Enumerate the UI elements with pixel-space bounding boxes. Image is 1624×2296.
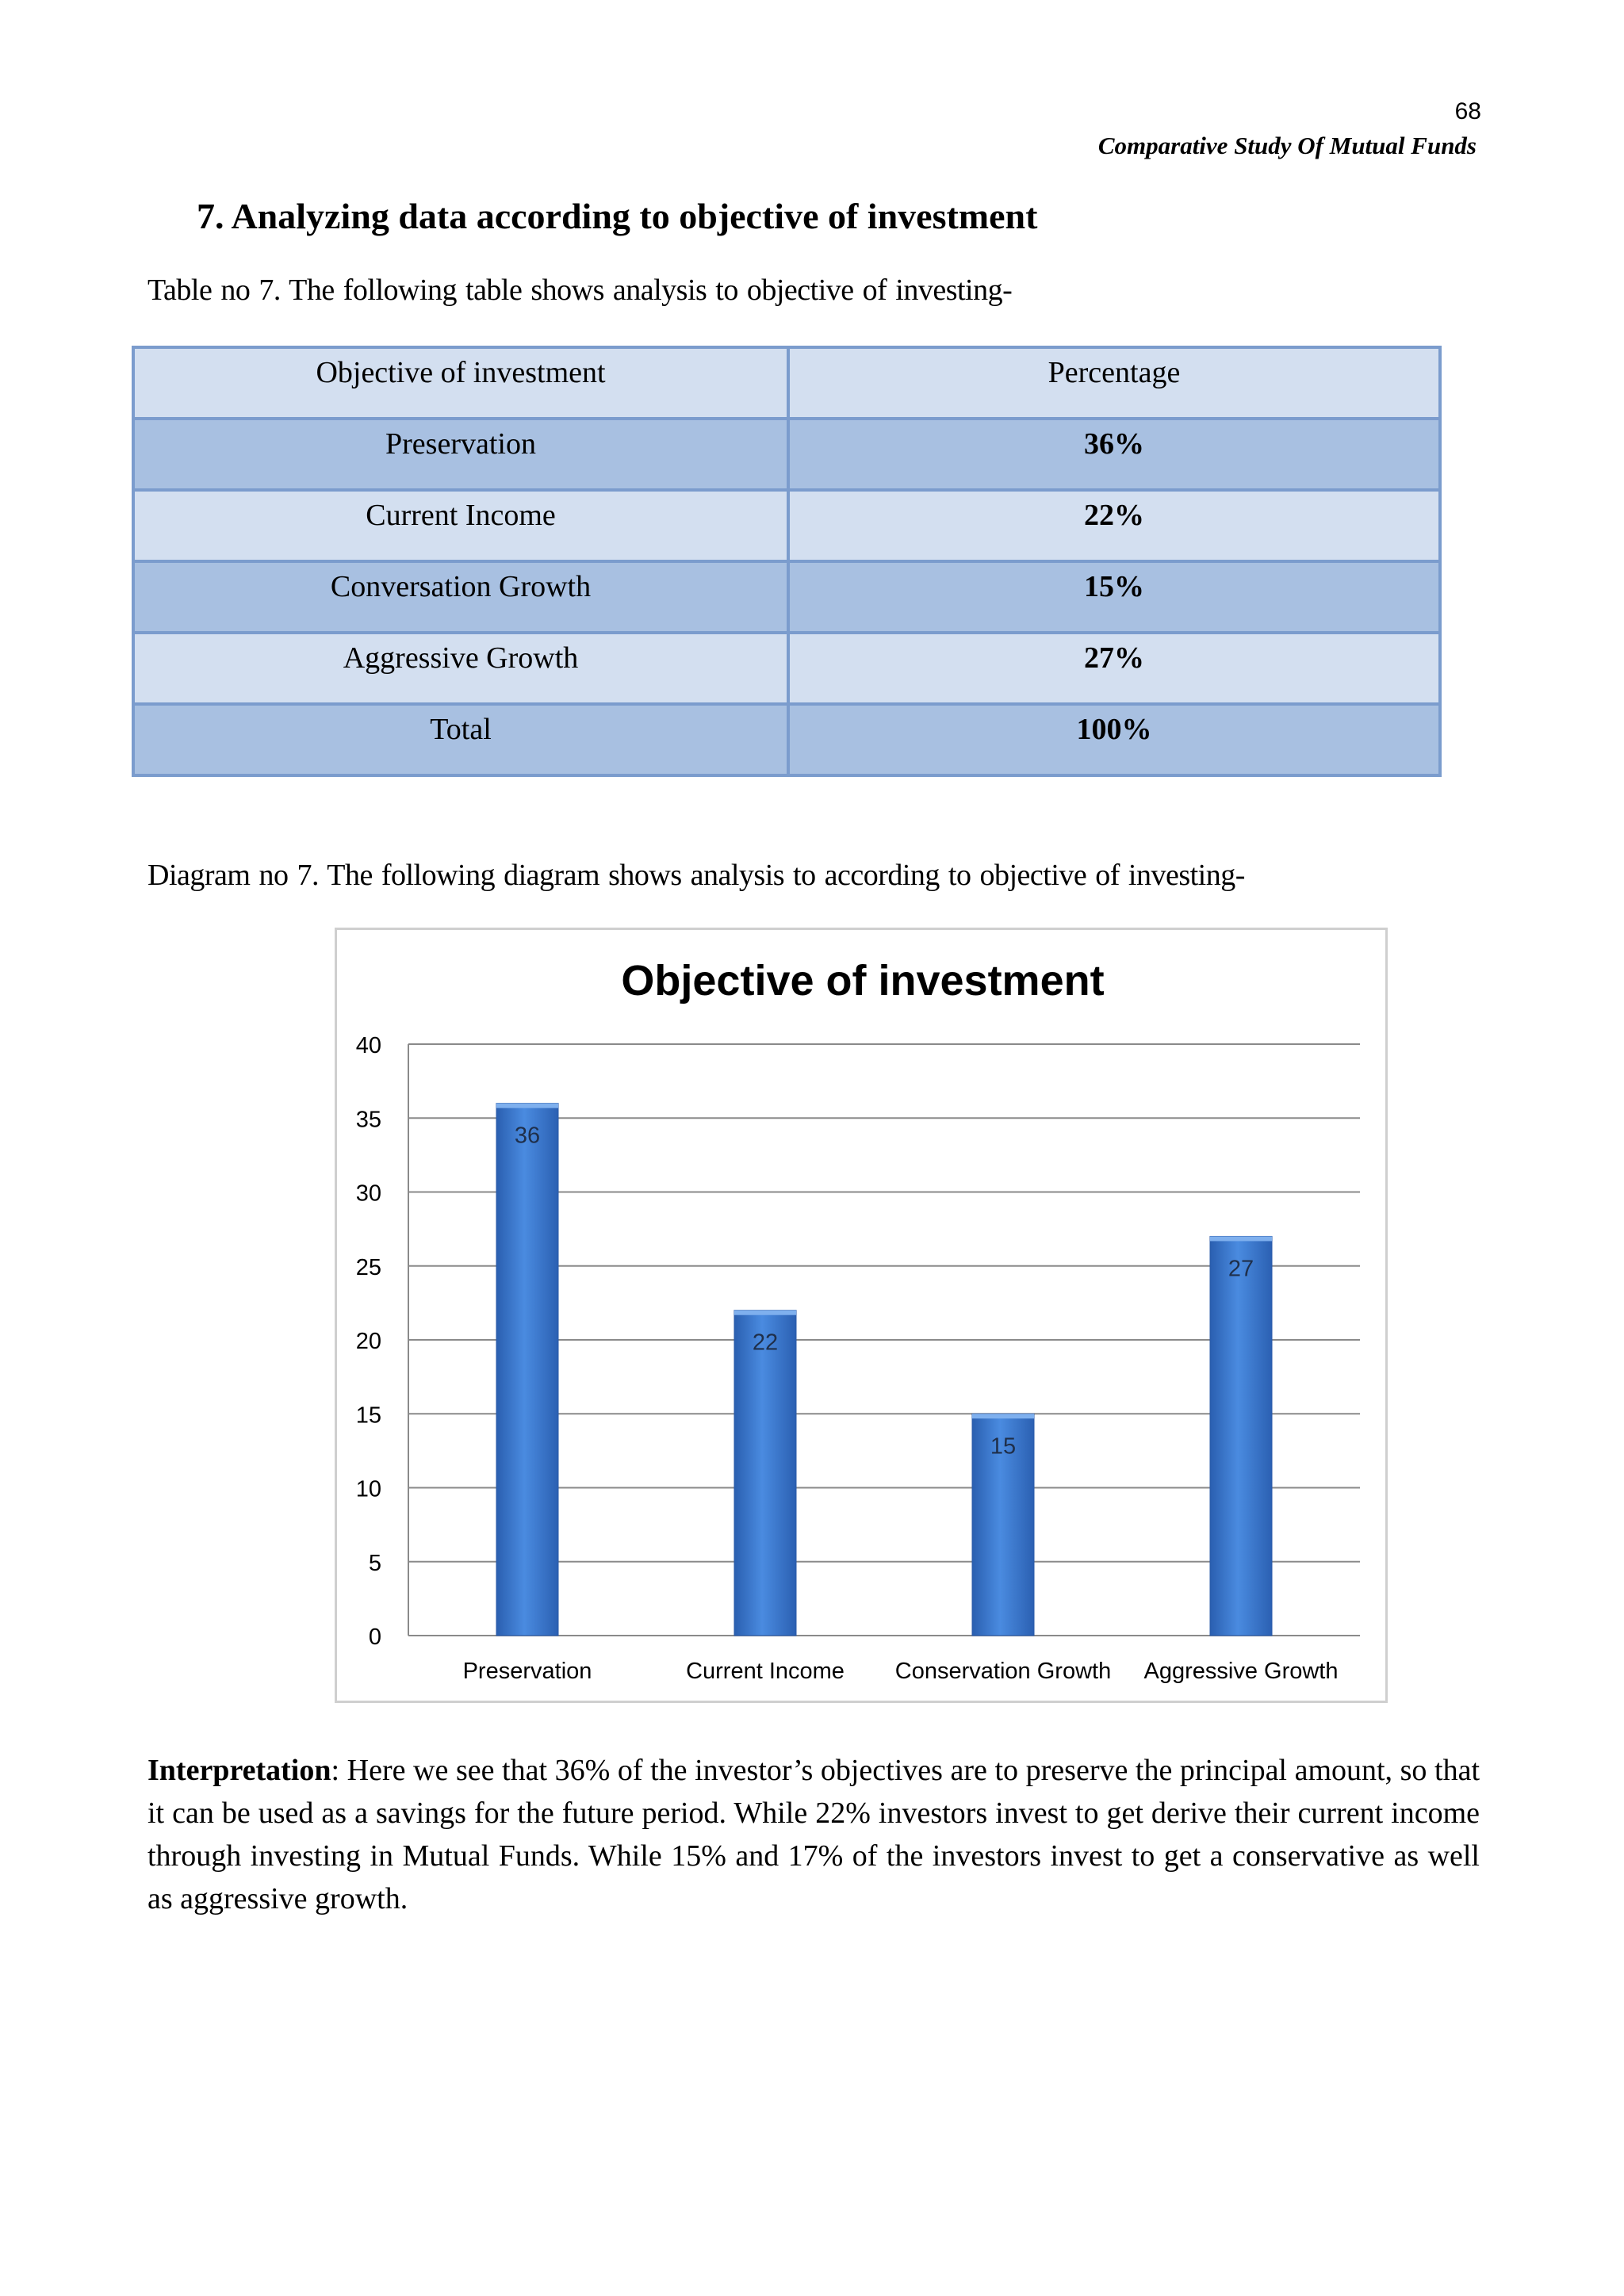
bar-cap bbox=[972, 1414, 1034, 1418]
y-tick-label: 40 bbox=[355, 1033, 381, 1058]
running-title: Comparative Study Of Mutual Funds bbox=[1097, 132, 1477, 159]
bar-cap bbox=[1210, 1236, 1272, 1241]
data-label: 36 bbox=[514, 1123, 541, 1149]
chart-bars bbox=[496, 1104, 1272, 1636]
table-cell-objective: Aggressive Growth bbox=[133, 633, 788, 704]
bar bbox=[1210, 1236, 1272, 1636]
bar-cap bbox=[496, 1104, 558, 1108]
x-tick-label: Preservation bbox=[462, 1659, 592, 1684]
table-row bbox=[133, 490, 1440, 561]
chart-canvas bbox=[337, 930, 1385, 1701]
x-tick-label: Current Income bbox=[686, 1659, 845, 1684]
data-label: 15 bbox=[990, 1433, 1017, 1460]
x-tick-label: Conservation Growth bbox=[894, 1659, 1112, 1684]
table-cell-percentage: 15% bbox=[788, 561, 1440, 633]
table-header-percentage: Percentage bbox=[788, 347, 1440, 419]
y-tick-label: 20 bbox=[355, 1329, 381, 1354]
table-cell-percentage: 36% bbox=[788, 419, 1440, 490]
bar bbox=[496, 1104, 558, 1636]
bar-cap bbox=[734, 1311, 796, 1315]
bar bbox=[734, 1311, 796, 1636]
table-header-row bbox=[133, 347, 1440, 419]
y-tick-label: 15 bbox=[355, 1402, 381, 1429]
chart-title: Objective of investment bbox=[621, 957, 1105, 1004]
interpretation-text: : Here we see that 36% of the investor’s objectives are to preserve the principal amount, so that it can be used as a savings for the future period. While 22% investors invest to get derive their current income through investing in Mutual Funds. While 15% and 17% of the investors invest to get a conservative as well as aggressive growth. bbox=[147, 1754, 1480, 1915]
diagram-caption: Diagram no 7. The following diagram shows analysis to according to objective of investing- bbox=[147, 859, 1245, 892]
table-cell-objective: Current Income bbox=[133, 490, 788, 561]
interpretation-label: Interpretation bbox=[147, 1754, 331, 1787]
table-cell-objective: Conversation Growth bbox=[133, 561, 788, 633]
table-cell-objective: Preservation bbox=[133, 419, 788, 490]
table-row bbox=[133, 561, 1440, 633]
y-tick-label: 10 bbox=[355, 1476, 381, 1502]
y-tick-label: 0 bbox=[368, 1624, 381, 1650]
interpretation-paragraph bbox=[147, 1749, 1480, 1920]
table-row bbox=[133, 704, 1440, 775]
y-tick-label: 30 bbox=[355, 1181, 381, 1207]
bar-chart bbox=[335, 928, 1388, 1703]
x-tick-label: Aggressive Growth bbox=[1143, 1659, 1339, 1684]
objective-table bbox=[132, 346, 1442, 777]
table-caption: Table no 7. The following table shows analysis to objective of investing- bbox=[147, 274, 1013, 307]
y-tick-label: 25 bbox=[355, 1254, 381, 1280]
data-label: 22 bbox=[752, 1330, 779, 1356]
y-tick-label: 35 bbox=[355, 1107, 381, 1133]
table-cell-percentage: 22% bbox=[788, 490, 1440, 561]
table-cell-objective: Total bbox=[133, 704, 788, 775]
page-number: 68 bbox=[1454, 98, 1481, 124]
table-cell-percentage: 27% bbox=[788, 633, 1440, 704]
table-row bbox=[133, 419, 1440, 490]
y-tick-label: 5 bbox=[368, 1550, 381, 1576]
table-header-objective: Objective of investment bbox=[133, 347, 788, 419]
table-cell-percentage: 100% bbox=[788, 704, 1440, 775]
data-label: 27 bbox=[1228, 1256, 1254, 1282]
section-heading: 7. Analyzing data according to objective of investment bbox=[197, 196, 1038, 236]
table-row bbox=[133, 633, 1440, 704]
